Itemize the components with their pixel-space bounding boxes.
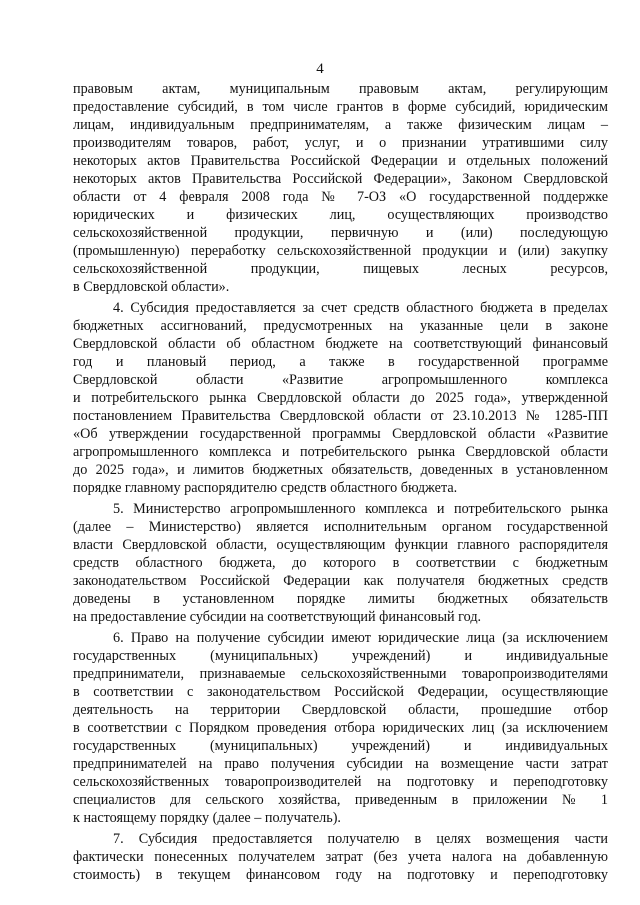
text-line: 7. Субсидия предоставляется получателю в целях возмещения части <box>113 831 608 847</box>
text-line: сельскохозяйственных товаропроизводителей на подготовку и переподготовку <box>73 774 608 790</box>
text-line: производителям товаров, работ, услуг, и о признании утратившими силу <box>73 135 608 151</box>
text-line: деятельность на территории Свердловской области, прошедшие отбор <box>73 702 608 718</box>
text-line: на предоставление субсидии на соответствующий финансовый год. <box>73 609 482 625</box>
text-line: Свердловской области «Развитие агропромышленного комплекса <box>73 372 608 388</box>
text-line: предпринимателей на право получения субсидии на возмещение части затрат <box>73 756 608 772</box>
document-body <box>73 80 608 887</box>
text-line: стоимость) в текущем финансовом году на подготовку и переподготовку <box>73 867 608 883</box>
text-line: государственных (муниципальных) учреждений) и индивидуальные <box>73 648 608 664</box>
text-line: бюджетных ассигнований, предусмотренных на указанные цели в законе <box>73 318 608 334</box>
text-line: Свердловской области об областном бюджете на соответствующий финансовый <box>73 336 608 352</box>
paragraph-7 <box>73 830 608 884</box>
text-line: лицам, индивидуальным предпринимателям, а также физическим лицам – <box>73 117 608 133</box>
text-line: специалистов для сельского хозяйства, приведенным в приложении № 1 <box>73 792 608 808</box>
text-line: средств областного бюджета, до которого в соответствии с бюджетным <box>73 555 608 571</box>
text-line: некоторых актов Правительства Российской Федерации и отдельных положений <box>73 153 608 169</box>
paragraph-5 <box>73 500 608 626</box>
text-line: в Свердловской области». <box>73 279 230 295</box>
text-line: до 2025 года», и лимитов бюджетных обязательств, доведенных в установленном <box>73 462 608 478</box>
text-line: сельскохозяйственной продукции, первичную и (или) последующую <box>73 225 608 241</box>
text-line: некоторых актов Правительства Российской Федерации», Законом Свердловской <box>73 171 608 187</box>
text-line: агропромышленного комплекса и потребительского рынка Свердловской области <box>73 444 608 460</box>
text-line: предприниматели, признаваемые сельскохозяйственными товаропроизводителями <box>73 666 608 682</box>
text-line: предоставление субсидий, в том числе грантов в форме субсидий, юридическим <box>73 99 608 115</box>
text-line: 6. Право на получение субсидии имеют юридические лица (за исключением <box>113 630 608 646</box>
text-line: год и плановый период, а также в государственной программе <box>73 354 608 370</box>
paragraph-6 <box>73 629 608 827</box>
text-line: фактически понесенных получателем затрат (без учета налога на добавленную <box>73 849 608 865</box>
text-line: к настоящему порядку (далее – получатель). <box>73 810 341 826</box>
text-line: правовым актам, муниципальным правовым актам, регулирующим <box>73 81 608 97</box>
page-number: 4 <box>316 61 324 77</box>
text-line: государственных (муниципальных) учреждений) и индивидуальных <box>73 738 608 754</box>
text-line: доведены в установленном порядке лимиты бюджетных обязательств <box>73 591 608 607</box>
text-line: порядке главному распорядителю средств областного бюджета. <box>73 480 458 496</box>
text-line: в соответствии с законодательством Российской Федерации, осуществляющие <box>73 684 608 700</box>
text-line: и потребительского рынка Свердловской области до 2025 года», утвержденной <box>73 390 608 406</box>
text-line: сельскохозяйственной продукции, пищевых лесных ресурсов, <box>73 261 608 277</box>
text-line: области от 4 февраля 2008 года № 7-ОЗ «О государственной поддержке <box>73 189 608 205</box>
text-line: «Об утверждении государственной программы Свердловской области «Развитие <box>73 426 608 442</box>
text-line: 5. Министерство агропромышленного комплекса и потребительского рынка <box>113 501 608 517</box>
paragraph-continuation <box>73 80 608 296</box>
text-line: юридических и физических лиц, осуществляющих производство <box>73 207 608 223</box>
text-line: постановлением Правительства Свердловской области от 23.10.2013 № 1285-ПП <box>73 408 608 424</box>
text-line: законодательством Российской Федерации как получателя бюджетных средств <box>73 573 608 589</box>
text-line: в соответствии с Порядком проведения отбора юридических лиц (за исключением <box>73 720 608 736</box>
text-line: власти Свердловской области, осуществляющим функции главного распорядителя <box>73 537 608 553</box>
text-line: 4. Субсидия предоставляется за счет средств областного бюджета в пределах <box>113 300 608 316</box>
paragraph-4 <box>73 299 608 497</box>
text-line: (далее – Министерство) является исполнительным органом государственной <box>73 519 608 535</box>
text-line: (промышленную) переработку сельскохозяйственной продукции и (или) закупку <box>73 243 608 259</box>
